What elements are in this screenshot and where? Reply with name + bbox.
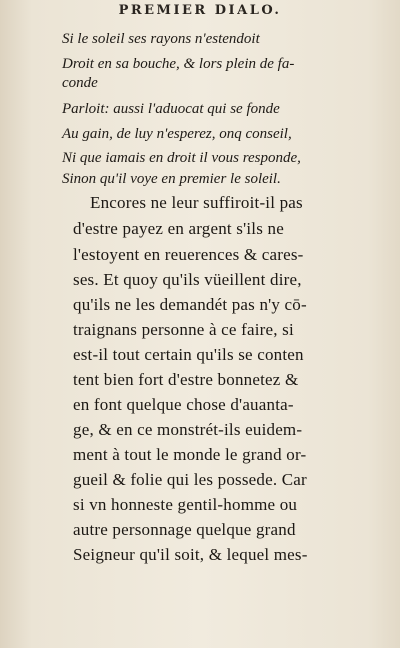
prose-line: gueil & folie qui les possede. Car xyxy=(73,470,307,489)
verse-line: Droit en sa bouche, & lors plein de fa- xyxy=(62,56,295,72)
prose-line: ses. Et quoy qu'ils vüeillent dire, xyxy=(73,270,302,289)
prose-line: est-il tout certain qu'ils se conten xyxy=(73,345,304,364)
prose-line: d'estre payez en argent s'ils ne xyxy=(73,219,284,238)
prose-line: si vn honneste gentil-homme ou xyxy=(73,495,298,514)
prose-line: autre personnage quelque grand xyxy=(73,520,296,539)
running-head: PREMIER DIALO. xyxy=(118,3,282,18)
verse-line: Ni que iamais en droit il vous responde, xyxy=(62,150,301,166)
prose-line: en font quelque chose d'auanta- xyxy=(73,395,294,414)
prose-line: qu'ils ne les demandét pas n'y cō- xyxy=(73,295,307,314)
prose-line: ge, & en ce monstrét-ils euidem- xyxy=(73,420,303,439)
prose-line: traignans personne à ce faire, si xyxy=(73,320,294,339)
verse-line: Au gain, de luy n'esperez, onq conseil, xyxy=(62,126,292,142)
verse-line: conde xyxy=(62,75,98,91)
verse-line: Parloit: aussi l'aduocat qui se fonde xyxy=(62,101,280,117)
prose-line: l'estoyent en reuerences & cares- xyxy=(73,245,304,264)
prose-line: Seigneur qu'il soit, & lequel mes- xyxy=(73,545,308,564)
verse-line: Sinon qu'il voye en premier le soleil. xyxy=(62,171,281,187)
prose-line: ment à tout le monde le grand or- xyxy=(73,445,307,464)
prose-line: Encores ne leur suffiroit-il pas xyxy=(90,193,303,212)
prose-line: tent bien fort d'estre bonnetez & xyxy=(73,370,299,389)
verse-line: Si le soleil ses rayons n'estendoit xyxy=(62,31,260,47)
